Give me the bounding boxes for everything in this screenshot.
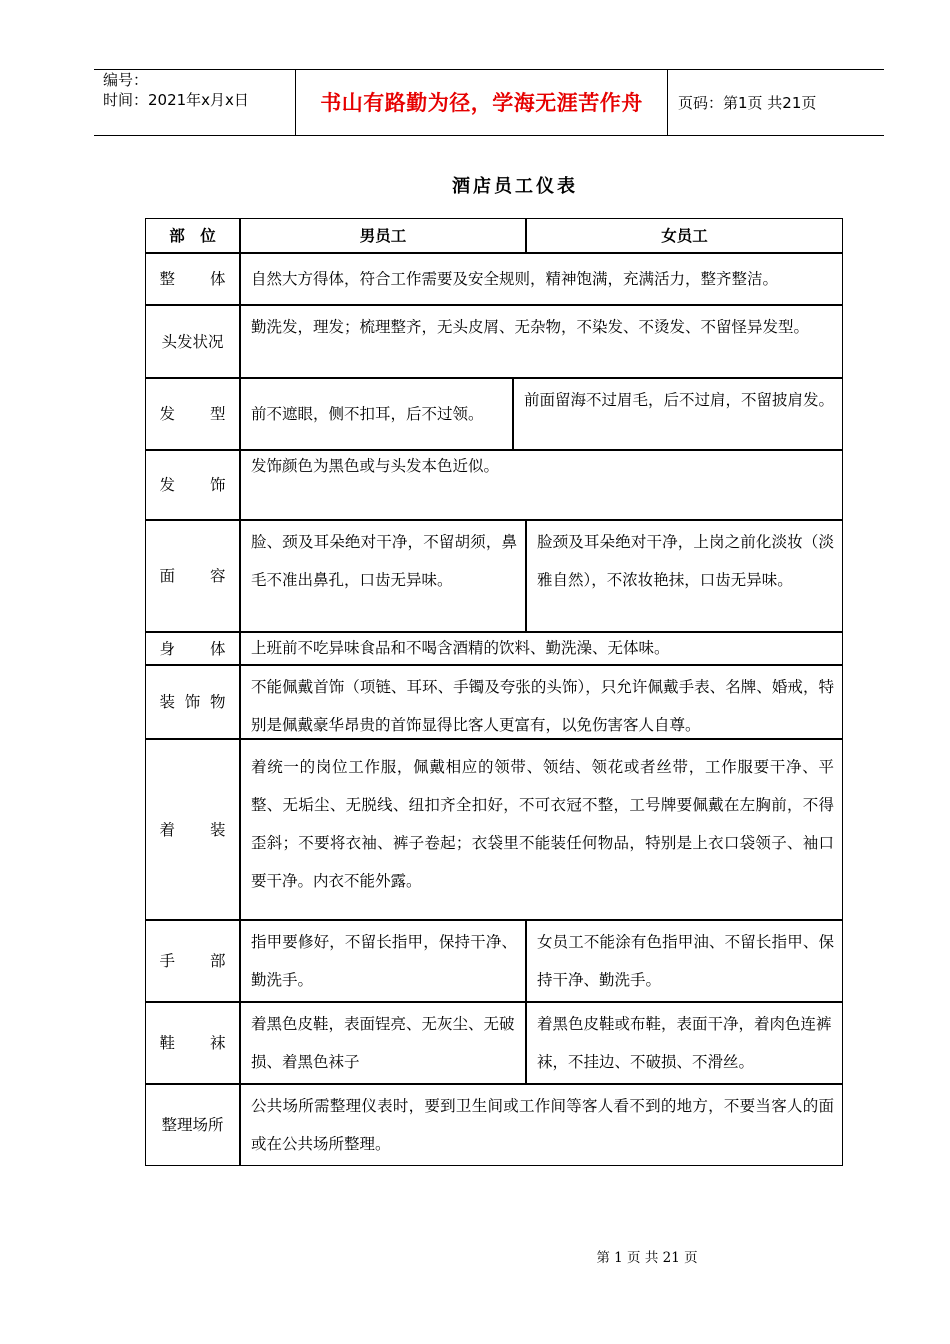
table-row: [145, 1002, 843, 1084]
row-label-hair-condition: 头发状况: [145, 305, 240, 378]
page-footer: 第 1 页 共 21 页: [596, 1250, 698, 1266]
row-text: 不能佩戴首饰（项链、耳环、手镯及夸张的头饰），只允许佩戴手表、名牌、婚戒，特别是佩戴豪华昂贵的首饰显得比客人更富有，以免伤害客人自尊。: [240, 665, 843, 739]
row-label-text: 发 型: [159, 405, 226, 423]
row-label-text: 发 饰: [159, 476, 226, 494]
row-label-tidying-place: 整理场所: [145, 1084, 240, 1166]
table-row: [145, 378, 843, 450]
table-row: [145, 739, 843, 920]
header-male: [240, 218, 526, 253]
table-row: [145, 520, 843, 632]
table-header-row: [145, 218, 843, 253]
table-row: [145, 450, 843, 520]
female-text: 着黑色皮鞋或布鞋，表面干净，着肉色连裤袜，不挂边、不破损、不滑丝。: [526, 1002, 843, 1084]
row-label-hairstyle: [145, 378, 240, 450]
row-label-text: 身 体: [159, 639, 226, 658]
header-divider-right: [667, 69, 668, 136]
row-text: 公共场所需整理仪表时，要到卫生间或工作间等客人看不到的地方，不要当客人的面或在公共场所整理。: [240, 1084, 843, 1166]
row-label-hands: [145, 920, 240, 1002]
page-title: 酒店员工仪表: [452, 176, 578, 197]
row-text: 上班前不吃异味食品和不喝含酒精的饮料、勤洗澡、无体味。: [240, 632, 843, 665]
female-text: 前面留海不过眉毛，后不过肩，不留披肩发。: [513, 378, 843, 450]
row-label-text: 装 饰 物: [159, 693, 226, 711]
page-label: 页码：第1页 共21页: [678, 94, 817, 112]
doc-number-label: 编号：: [103, 71, 149, 89]
female-text: 脸颈及耳朵绝对干净，上岗之前化淡妆（淡雅自然），不浓妆艳抹，口齿无异味。: [526, 520, 843, 632]
grooming-table: [145, 218, 843, 1166]
row-label-text: 面 容: [159, 567, 226, 585]
table-row: [145, 253, 843, 305]
header-part: [145, 218, 240, 253]
table-row: [145, 665, 843, 739]
row-label-shoes-socks: [145, 1002, 240, 1084]
row-text: 发饰颜色为黑色或与头发本色近似。: [240, 450, 843, 520]
male-text: 脸、颈及耳朵绝对干净，不留胡须，鼻毛不准出鼻孔，口齿无异味。: [240, 520, 526, 632]
female-text: 女员工不能涂有色指甲油、不留长指甲、保持干净、勤洗手。: [526, 920, 843, 1002]
row-label-body: [145, 632, 240, 665]
row-label-text: 手 部: [159, 952, 226, 970]
row-label-text: 整 体: [159, 270, 226, 288]
row-label-attire: [145, 739, 240, 920]
row-text: 勤洗发，理发；梳理整齐，无头皮屑、无杂物，不染发、不烫发、不留怪异发型。: [240, 305, 843, 378]
header-part-text: 部 位: [169, 225, 216, 245]
table-row: [145, 1084, 843, 1166]
male-text: 着黑色皮鞋，表面锃亮、无灰尘、无破损、着黑色袜子: [240, 1002, 526, 1084]
row-text: 自然大方得体，符合工作需要及安全规则，精神饱满，充满活力，整齐整洁。: [240, 253, 843, 305]
row-label-text: 着 装: [159, 820, 226, 839]
row-text: 着统一的岗位工作服，佩戴相应的领带、领结、领花或者丝带，工作服要干净、平整、无垢尘、无脱线、纽扣齐全扣好，不可衣冠不整，工号牌要佩戴在左胸前，不得歪斜；不要将衣袖、裤子卷起；衣袋里不能装任何物品，特别是上衣口袋领子、袖口要干净。内衣不能外露。: [240, 739, 843, 920]
header-top-rule: [94, 69, 884, 70]
row-label-accessories: [145, 665, 240, 739]
male-text: 指甲要修好，不留长指甲，保持干净、勤洗手。: [240, 920, 526, 1002]
table-row: [145, 920, 843, 1002]
header-female-text: 女员工: [661, 225, 708, 245]
row-label-whole: [145, 253, 240, 305]
header-male-text: 男员工: [359, 225, 407, 245]
doc-time-label: 时间：2021年x月x日: [103, 91, 249, 109]
header-female: [526, 218, 843, 253]
row-label-text: 鞋 袜: [159, 1034, 226, 1052]
motto: 书山有路勤为径，学海无涯苦作舟: [320, 90, 643, 115]
row-label-hair-accessory: [145, 450, 240, 520]
table-row: [145, 632, 843, 665]
header-bottom-rule: [94, 135, 884, 136]
row-label-face: [145, 520, 240, 632]
male-text: 前不遮眼，侧不扣耳，后不过领。: [240, 378, 513, 450]
table-row: [145, 305, 843, 378]
